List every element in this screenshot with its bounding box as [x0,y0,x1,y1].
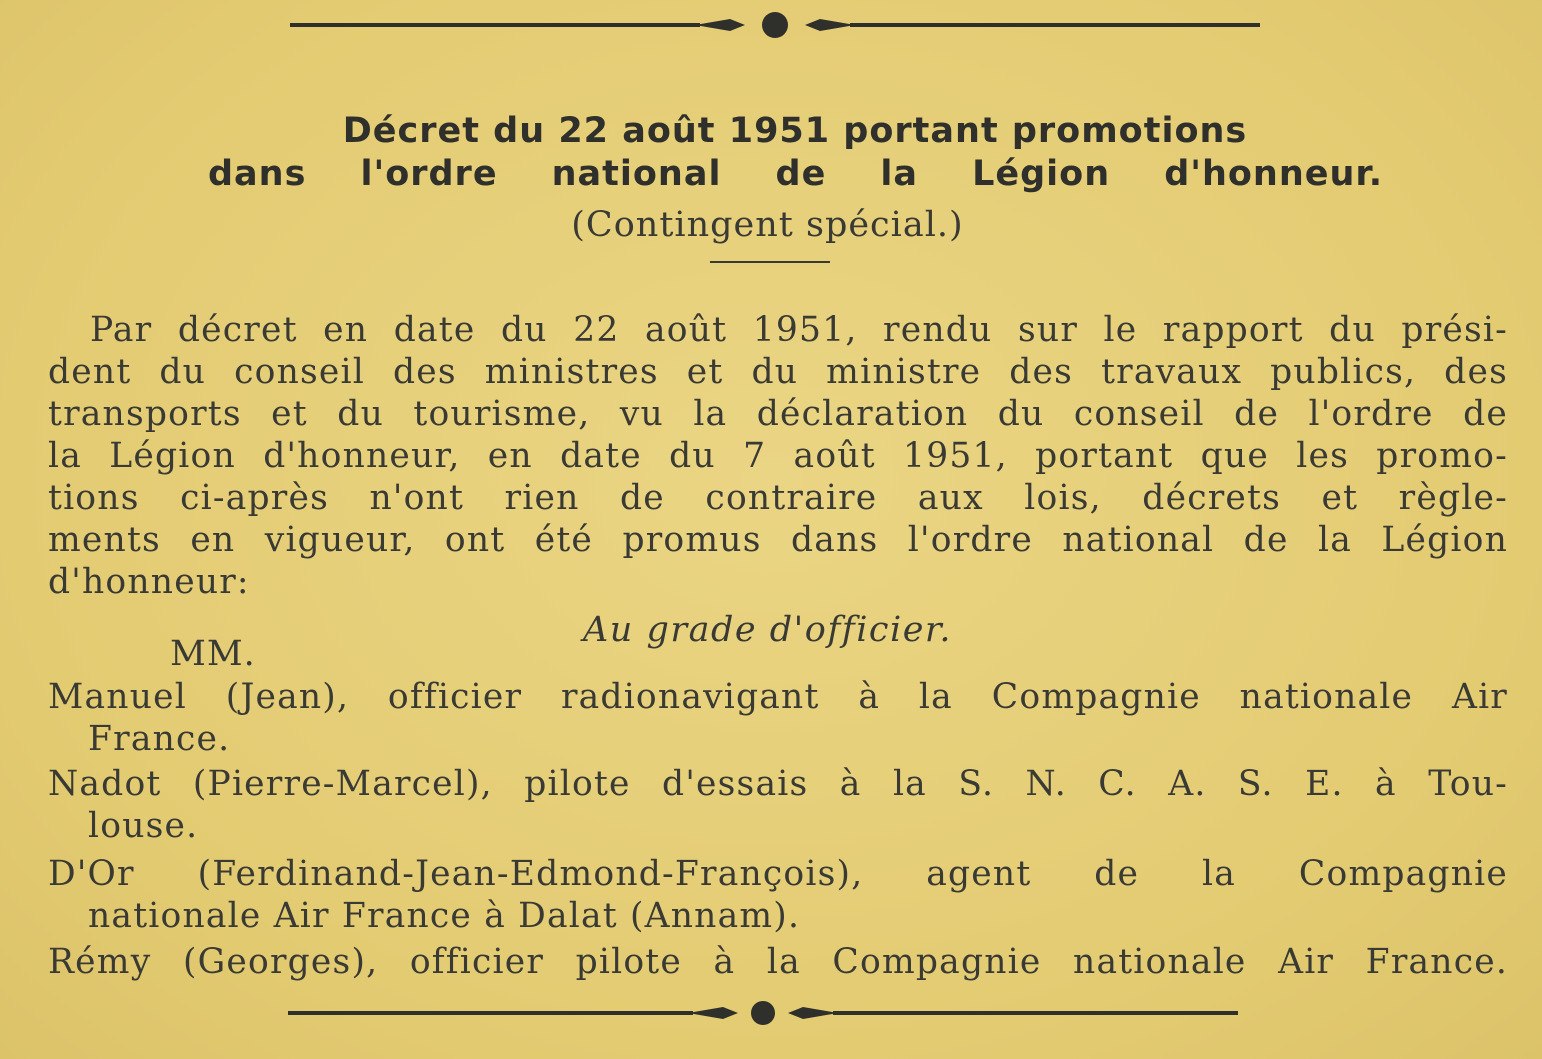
paragraph-line: d'honneur: [48,562,250,602]
ornament-rule-top [290,10,1260,40]
entry-line: Manuel (Jean), officier radionavigant à la Compagnie nationale Air [48,677,1508,717]
promotion-entry [48,941,1508,983]
paragraph-line: tions ci-après n'ont rien de contraire aux lois, décrets et règle- [48,478,1508,518]
entry-line: Nadot (Pierre-Marcel), pilote d'essais à la S. N. C. A. S. E. à Tou- [48,764,1508,804]
promotion-entry [48,763,1508,847]
grade-heading: Au grade d'officier. [583,610,952,650]
salutation: MM. [170,634,256,674]
promotion-entry [48,853,1508,937]
entry-line: D'Or (Ferdinand-Jean-Edmond-François), agent de la Compagnie [48,854,1508,894]
short-divider [710,261,830,263]
decree-subtitle: (Contingent spécial.) [571,205,964,245]
paragraph-line: transports et du tourisme, vu la déclaration du conseil de l'ordre de [48,394,1508,434]
paragraph-line: ments en vigueur, ont été promus dans l'ordre national de la Légion [48,520,1508,560]
paragraph-line: la Légion d'honneur, en date du 7 août 1951, portant que les promo- [48,436,1508,476]
entry-continuation: nationale Air France à Dalat (Annam). [88,896,801,936]
decree-paragraph [48,309,1508,603]
entry-continuation: France. [88,719,231,759]
paragraph-line: Par décret en date du 22 août 1951, rendu sur le rapport du prési- [90,310,1508,350]
promotion-entry [48,676,1508,760]
paragraph-line: dent du conseil des ministres et du ministre des travaux publics, des [48,352,1508,392]
entry-line: Rémy (Georges), officier pilote à la Compagnie nationale Air France. [48,942,1508,982]
decree-title-line1: Décret du 22 août 1951 portant promotions [342,111,1248,151]
ornament-rule-bottom [288,998,1238,1028]
decree-title-line2: dans l'ordre national de la Légion d'honneur. [208,154,1383,194]
entry-continuation: louse. [88,806,199,846]
